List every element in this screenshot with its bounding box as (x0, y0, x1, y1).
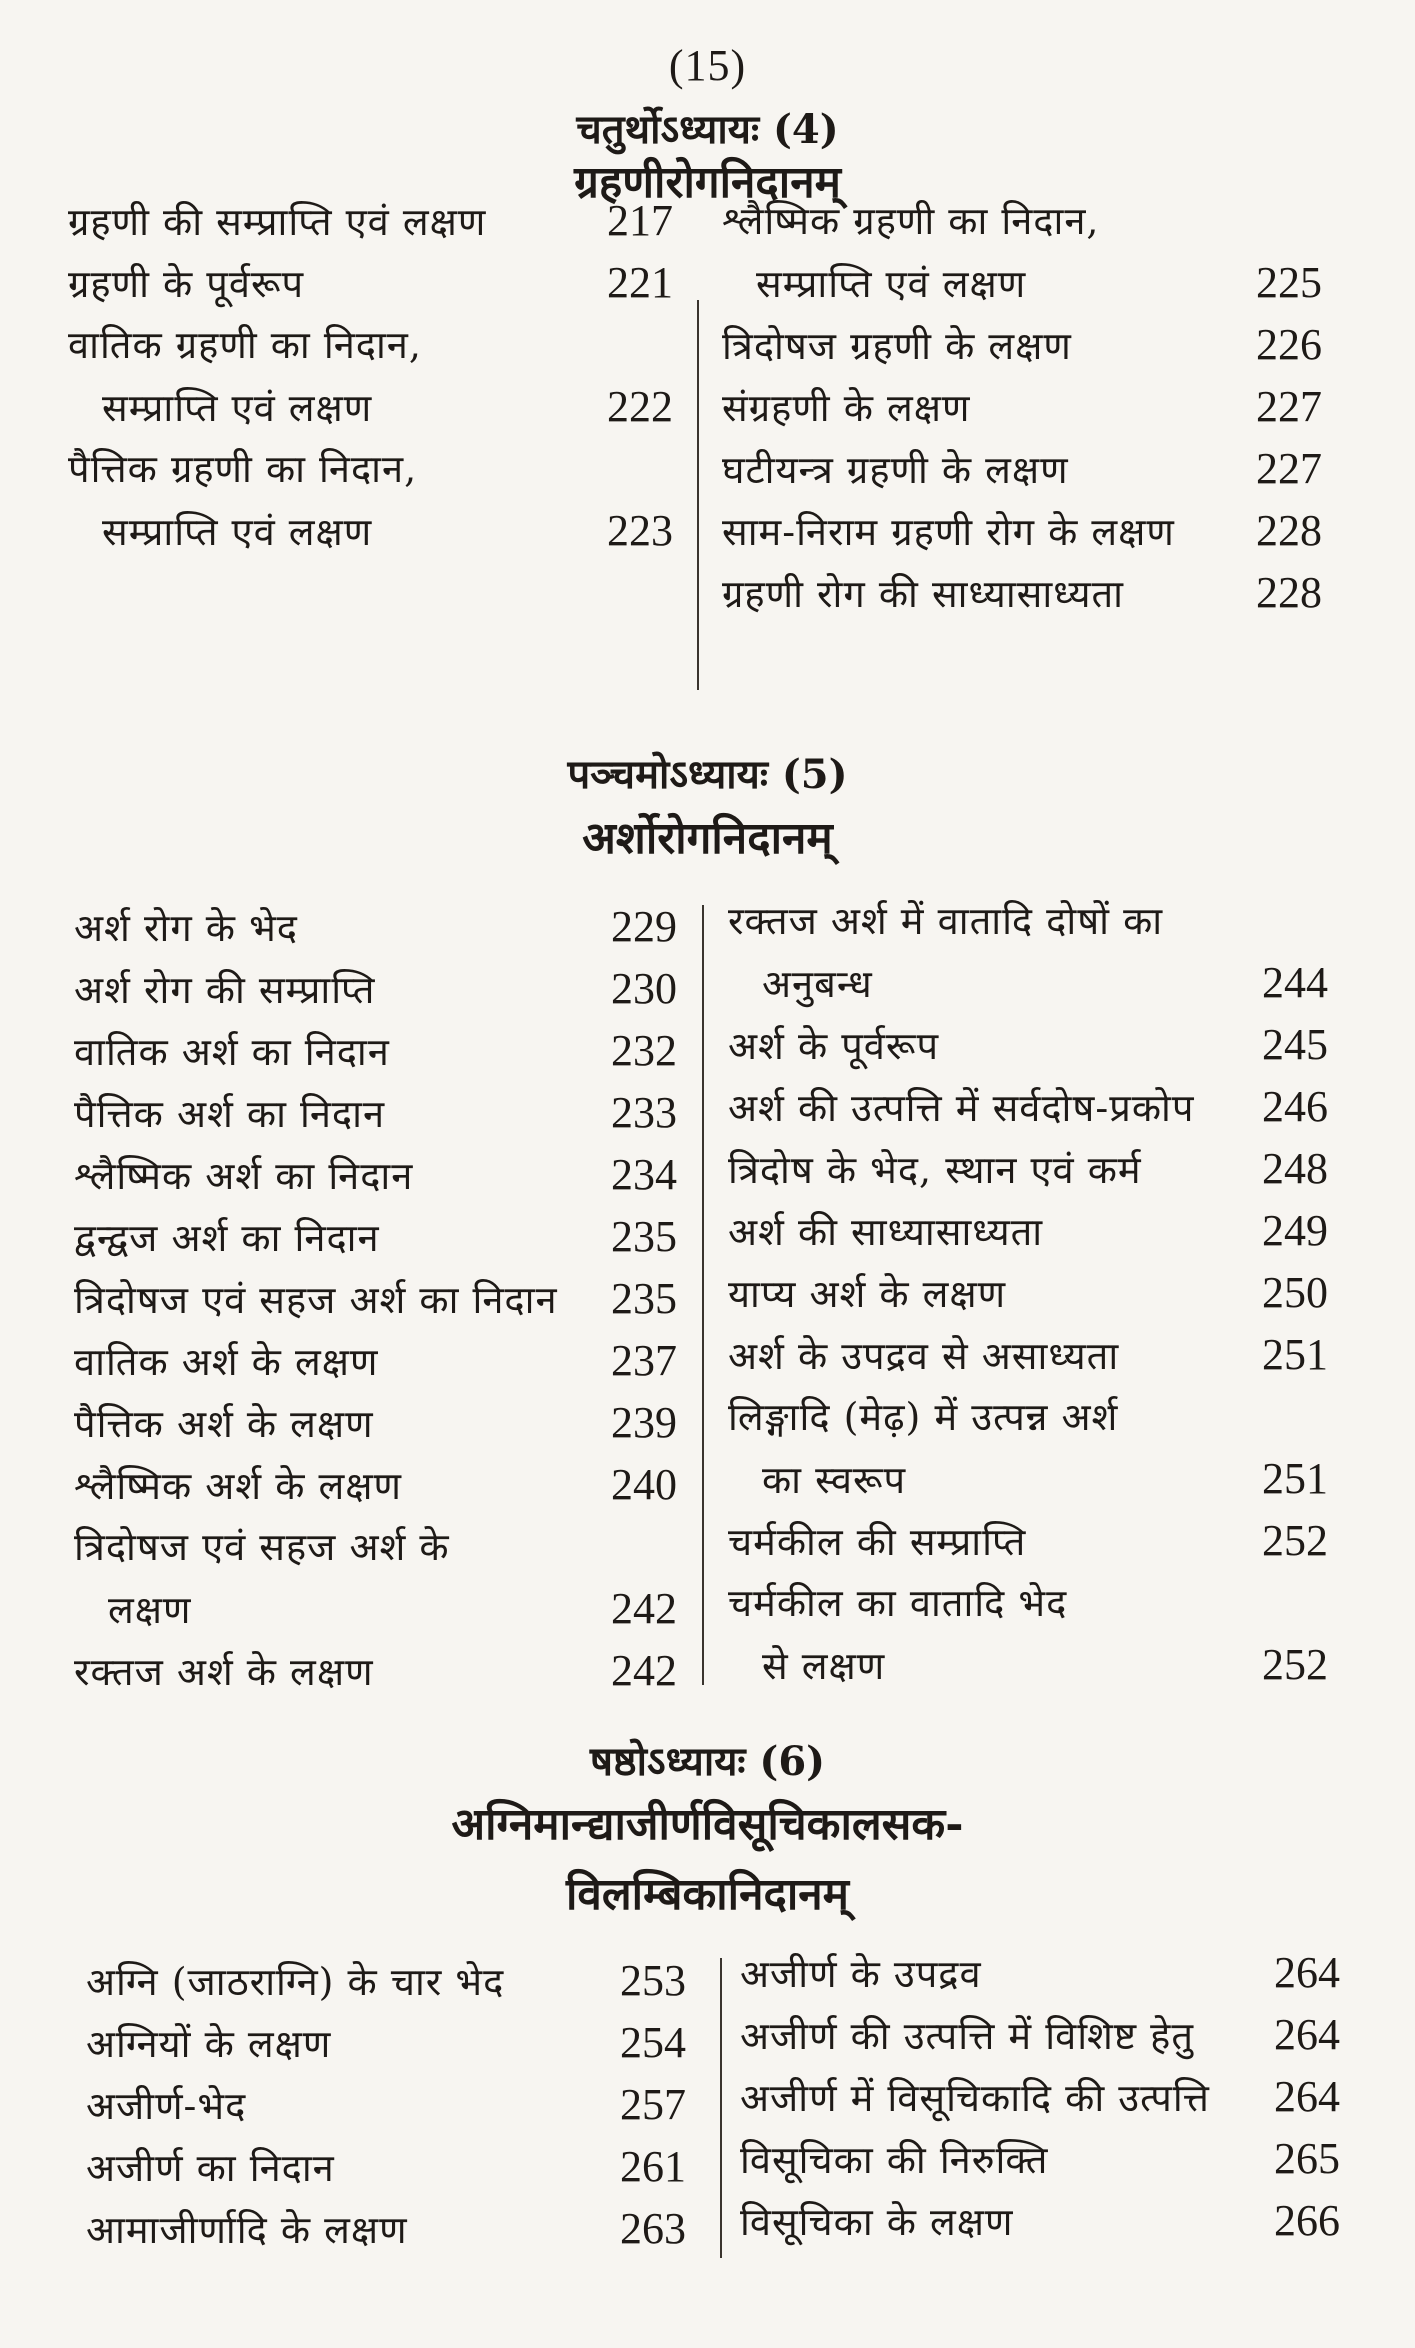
index-entry (728, 1262, 1328, 1324)
entry-page-number: 248 (1262, 1144, 1328, 1193)
entry-title: रक्तज अर्श में वातादि दोषों का (728, 899, 1164, 943)
index-entry (722, 252, 1322, 314)
entry-page-number: 254 (620, 2018, 686, 2067)
chapter-6-title-line2: विलम्बिकानिदानम् (565, 1869, 849, 1920)
entry-page-number: 222 (607, 382, 673, 431)
entry-title: अर्श रोग की सम्प्राप्ति (74, 968, 376, 1012)
entry-page-number: 264 (1274, 2072, 1340, 2121)
entry-title: अग्नि (जाठराग्नि) के चार भेद (86, 1960, 505, 2004)
index-entry (740, 2128, 1340, 2190)
index-entry (68, 500, 673, 562)
entry-title: अजीर्ण के उपद्रव (740, 1952, 982, 1996)
index-entry (74, 1206, 677, 1268)
chapter-5-title: अर्शोरोगनिदानम् (582, 813, 833, 864)
index-entry (740, 1942, 1340, 2004)
entry-title: अजीर्ण में विसूचिकादि की उत्पत्ति (740, 2076, 1210, 2120)
index-entry (728, 890, 1328, 952)
index-entry (722, 190, 1322, 252)
entry-title: पैत्तिक अर्श का निदान (74, 1092, 386, 1136)
chapter-5-left-column (74, 896, 677, 1702)
entry-page-number: 264 (1274, 1948, 1340, 1997)
index-entry (740, 2004, 1340, 2066)
entry-page-number: 265 (1274, 2134, 1340, 2183)
chapter-4-title: ग्रहणीरोगनिदानम् (574, 157, 841, 208)
entry-page-number: 246 (1262, 1082, 1328, 1131)
entry-title: वातिक ग्रहणी का निदान, (68, 323, 422, 367)
entry-page-number: 234 (611, 1150, 677, 1199)
entry-page-number: 250 (1262, 1268, 1328, 1317)
index-entry (68, 376, 673, 438)
index-entry (740, 2066, 1340, 2128)
column-divider (702, 905, 704, 1685)
entry-title: अर्श के पूर्वरूप (728, 1024, 940, 1068)
entry-page-number: 239 (611, 1398, 677, 1447)
index-entry (74, 1640, 677, 1702)
entry-title: वातिक अर्श का निदान (74, 1030, 390, 1074)
entry-page-number: 242 (611, 1646, 677, 1695)
entry-page-number: 233 (611, 1088, 677, 1137)
entry-page-number: 251 (1262, 1454, 1328, 1503)
entry-title: त्रिदोषज ग्रहणी के लक्षण (722, 324, 1072, 368)
entry-title: पैत्तिक ग्रहणी का निदान, (68, 447, 418, 491)
chapter-4-left-column (68, 190, 673, 562)
entry-title: साम-निराम ग्रहणी रोग के लक्षण (722, 510, 1175, 554)
entry-title: ग्रहणी की सम्प्राप्ति एवं लक्षण (68, 200, 487, 244)
index-entry (68, 314, 673, 376)
entry-page-number: 228 (1256, 568, 1322, 617)
entry-page-number: 244 (1262, 958, 1328, 1007)
entry-title: लिङ्गादि (मेढ़) में उत्पन्न अर्श (728, 1395, 1119, 1439)
index-entry (728, 1200, 1328, 1262)
chapter-5-label: पञ्चमोऽध्यायः (5) (567, 751, 848, 798)
entry-title: से लक्षण (762, 1644, 886, 1688)
index-entry (728, 1014, 1328, 1076)
entry-title: संग्रहणी के लक्षण (722, 386, 971, 430)
chapter-4-label: चतुर्थोऽध्यायः (4) (576, 106, 839, 153)
entry-title: आमाजीर्णादि के लक्षण (86, 2208, 408, 2252)
entry-page-number: 237 (611, 1336, 677, 1385)
entry-title: त्रिदोष के भेद, स्थान एवं कर्म (728, 1148, 1142, 1192)
entry-page-number: 252 (1262, 1640, 1328, 1689)
entry-page-number: 245 (1262, 1020, 1328, 1069)
entry-page-number: 264 (1274, 2010, 1340, 2059)
entry-title: विसूचिका की निरुक्ति (740, 2138, 1049, 2182)
index-entry (728, 1386, 1328, 1448)
entry-page-number: 227 (1256, 382, 1322, 431)
index-entry (728, 1572, 1328, 1634)
chapter-6-left-column (86, 1950, 686, 2260)
index-entry (722, 562, 1322, 624)
entry-page-number: 228 (1256, 506, 1322, 555)
chapter-6-title: अग्निमान्द्याजीर्णविसूचिकालसक- (451, 1799, 964, 1850)
index-entry (74, 1082, 677, 1144)
entry-title: सम्प्राप्ति एवं लक्षण (102, 510, 373, 554)
entry-page-number: 227 (1256, 444, 1322, 493)
entry-title: चर्मकील का वातादि भेद (728, 1581, 1068, 1625)
entry-title: सम्प्राप्ति एवं लक्षण (102, 386, 373, 430)
entry-title: त्रिदोषज एवं सहज अर्श के (74, 1525, 450, 1569)
index-entry (728, 1634, 1328, 1696)
entry-page-number: 226 (1256, 320, 1322, 369)
index-entry (728, 1138, 1328, 1200)
entry-page-number: 242 (611, 1584, 677, 1633)
column-divider (720, 1958, 722, 2258)
entry-title: अर्श रोग के भेद (74, 906, 298, 950)
index-entry (722, 376, 1322, 438)
index-entry (74, 1020, 677, 1082)
entry-page-number: 252 (1262, 1516, 1328, 1565)
entry-page-number: 235 (611, 1212, 677, 1261)
chapter-6-label: षष्ठोऽध्यायः (6) (589, 1738, 826, 1785)
entry-title: सम्प्राप्ति एवं लक्षण (756, 262, 1027, 306)
page-number: (15) (668, 41, 747, 90)
entry-page-number: 232 (611, 1026, 677, 1075)
index-entry (74, 1268, 677, 1330)
index-entry (86, 2012, 686, 2074)
index-entry (728, 1076, 1328, 1138)
entry-title: अजीर्ण का निदान (86, 2146, 335, 2190)
index-entry (86, 2198, 686, 2260)
entry-title: अर्श के उपद्रव से असाध्यता (728, 1334, 1120, 1378)
entry-title: अजीर्ण की उत्पत्ति में विशिष्ट हेतु (740, 2014, 1195, 2058)
entry-page-number: 221 (607, 258, 673, 307)
entry-title: अर्श की साध्यासाध्यता (728, 1210, 1044, 1254)
index-entry (728, 952, 1328, 1014)
index-entry (740, 2190, 1340, 2252)
chapter-4-right-column (722, 190, 1322, 624)
entry-page-number: 261 (620, 2142, 686, 2191)
entry-title: याप्य अर्श के लक्षण (728, 1272, 1007, 1316)
entry-title: वातिक अर्श के लक्षण (74, 1340, 379, 1384)
entry-title: ग्रहणी के पूर्वरूप (68, 262, 305, 306)
entry-title: अर्श की उत्पत्ति में सर्वदोष-प्रकोप (728, 1086, 1195, 1130)
entry-title: त्रिदोषज एवं सहज अर्श का निदान (74, 1278, 558, 1322)
entry-page-number: 229 (611, 902, 677, 951)
entry-page-number: 263 (620, 2204, 686, 2253)
index-entry (86, 2136, 686, 2198)
entry-title: श्लैष्मिक अर्श के लक्षण (74, 1464, 402, 1508)
index-entry (722, 500, 1322, 562)
index-entry (74, 958, 677, 1020)
column-divider (697, 300, 699, 690)
index-entry (728, 1448, 1328, 1510)
entry-title: रक्तज अर्श के लक्षण (74, 1650, 374, 1694)
entry-page-number: 253 (620, 1956, 686, 2005)
entry-title: अजीर्ण-भेद (86, 2084, 247, 2128)
index-entry (68, 252, 673, 314)
index-entry (74, 1578, 677, 1640)
index-entry (74, 1330, 677, 1392)
chapter-6-right-column (740, 1942, 1340, 2252)
index-entry (86, 2074, 686, 2136)
entry-page-number: 249 (1262, 1206, 1328, 1255)
entry-title: ग्रहणी रोग की साध्यासाध्यता (722, 572, 1125, 616)
entry-page-number: 251 (1262, 1330, 1328, 1379)
entry-page-number: 217 (607, 196, 673, 245)
entry-page-number: 223 (607, 506, 673, 555)
entry-title: का स्वरूप (762, 1458, 907, 1502)
entry-page-number: 225 (1256, 258, 1322, 307)
index-entry (68, 190, 673, 252)
index-entry (74, 1454, 677, 1516)
index-entry (68, 438, 673, 500)
entry-page-number: 235 (611, 1274, 677, 1323)
entry-title: श्लैष्मिक अर्श का निदान (74, 1154, 414, 1198)
entry-title: घटीयन्त्र ग्रहणी के लक्षण (722, 448, 1069, 492)
index-entry (722, 314, 1322, 376)
entry-page-number: 257 (620, 2080, 686, 2129)
entry-title: द्वन्द्वज अर्श का निदान (74, 1216, 380, 1260)
index-entry (74, 1144, 677, 1206)
index-entry (74, 1516, 677, 1578)
index-entry (728, 1510, 1328, 1572)
entry-page-number: 240 (611, 1460, 677, 1509)
entry-title: अनुबन्ध (762, 962, 873, 1006)
index-entry (74, 1392, 677, 1454)
entry-title: चर्मकील की सम्प्राप्ति (728, 1520, 1027, 1564)
index-entry (728, 1324, 1328, 1386)
entry-page-number: 266 (1274, 2196, 1340, 2245)
index-entry (74, 896, 677, 958)
entry-title: अग्नियों के लक्षण (86, 2022, 332, 2066)
entry-page-number: 230 (611, 964, 677, 1013)
entry-title: पैत्तिक अर्श के लक्षण (74, 1402, 374, 1446)
index-entry (722, 438, 1322, 500)
index-entry (86, 1950, 686, 2012)
entry-title: लक्षण (108, 1588, 192, 1632)
entry-title: श्लैष्मिक ग्रहणी का निदान, (722, 199, 1100, 243)
chapter-5-right-column (728, 890, 1328, 1696)
entry-title: विसूचिका के लक्षण (740, 2200, 1014, 2244)
